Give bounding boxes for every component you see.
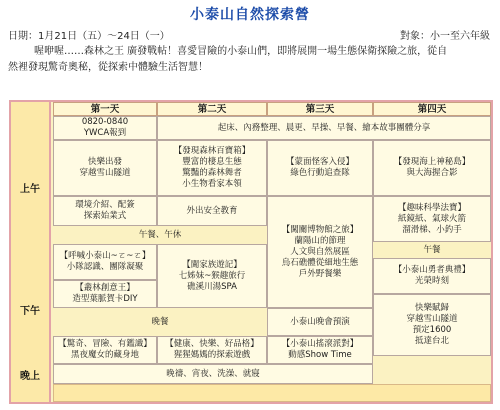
return-line-4: 抵達台北: [414, 336, 449, 346]
museum-line-4: 戶外野餐樂: [298, 268, 342, 279]
forest-line-1: 豐富的棲息生態: [182, 157, 242, 167]
orientation-line-1: 環境介紹、配簽: [75, 200, 135, 210]
museum-line-3: 烏石礁體從細地生態: [281, 257, 359, 268]
return-line-1: 快樂賦歸: [414, 303, 449, 313]
day-3-header: 第三天: [267, 102, 373, 116]
schedule-table: [9, 100, 493, 404]
day-2-safety: 外出安全教育: [157, 196, 267, 226]
day-3-museum: [267, 196, 373, 308]
island-line: 與大海握合影: [406, 168, 458, 178]
lunch-nap: 午餐、午休: [138, 229, 182, 240]
departure-line-1: 快樂出發: [87, 157, 122, 167]
checkin-time: 0820-0840: [81, 117, 129, 127]
intro-line-2: 然裡發現驚奇奧秘，從探索中體驗生活智慧！: [8, 62, 208, 73]
ceremony-line: 光榮時刻: [414, 276, 449, 286]
team-title: 【呼喊小泰山~ㄛ~ㄛ】: [59, 251, 151, 261]
date-line: 日期：1月21日（五）～24日（一）: [8, 31, 170, 42]
day-3-green-action: [267, 140, 373, 196]
row-label-evening: 晚上: [11, 347, 51, 402]
night-routine: 晚禱、宵夜、洗澡、就寢: [53, 364, 373, 384]
evening-1-line: 黑夜魔女的藏身地: [70, 350, 139, 360]
morning-routine: 起床、內務整理、晨更、早操、早餐、繪本故事團體分享: [157, 116, 491, 140]
science-line-1: 紙鏡紙、氣球火箭: [397, 213, 466, 224]
day-4-return: [373, 294, 491, 356]
museum-line-1: 蘭陽山的節理: [294, 235, 346, 246]
forest-title: 【發現森林百寶箱】: [173, 146, 251, 156]
row-label-afternoon: 下午: [11, 272, 51, 347]
day-4-lunch: 午餐: [423, 244, 441, 255]
return-line-2: 穿越雪山隧道: [406, 314, 458, 324]
day-1-team-building: [53, 244, 157, 280]
day-4-island-activity: [373, 140, 491, 196]
evening-3-line: 動感Show Time: [288, 350, 352, 360]
day-1-departure: [53, 140, 157, 196]
day-2-evening: [157, 336, 267, 364]
checkin-label: YWCA報到: [83, 128, 127, 138]
forest-line-3: 小生物看家本領: [182, 179, 242, 189]
page-title: 小泰山自然探索營: [190, 7, 310, 23]
team-line: 小隊認識、團隊凝聚: [66, 262, 144, 272]
creative-title: 【叢林創意王】: [75, 283, 135, 293]
day-4-ceremony: [373, 258, 491, 294]
day-3-evening-party: [267, 336, 373, 364]
science-line-2: 溜滑梯、小釣手: [402, 224, 462, 235]
row-label-morning: 上午: [11, 102, 51, 272]
trip-line-2: 礁溪川湯SPA: [187, 281, 237, 292]
creative-line: 造型葉脈賀卡DIY: [72, 294, 138, 304]
day-1-orientation: [53, 196, 157, 226]
museum-line-2: 人文與自然展區: [290, 246, 350, 257]
evening-2-title: 【健康、快樂、好品格】: [165, 339, 259, 349]
day-2-forest-activity: [157, 140, 267, 196]
bottom-strip: [53, 384, 491, 402]
audience-line: 對象：小一至六年級: [400, 31, 490, 42]
day-1-evening: [53, 336, 157, 364]
orientation-line-2: 探索始業式: [83, 211, 127, 221]
green-title: 【蒙面怪客入侵】: [285, 157, 354, 167]
day-2-family-trip: [157, 244, 267, 308]
forest-line-2: 驚豔的森林舞者: [182, 168, 242, 178]
science-title: 【趣味科學法寶】: [397, 202, 466, 213]
day-3-evening-rehearsal: 小泰山晚會預演: [267, 308, 373, 336]
dinner: 晚餐: [151, 316, 169, 327]
day-4-header: 第四天: [373, 102, 491, 116]
intro-line-1: 喔咿喔……森林之王 廣發戰帖！喜愛冒險的小泰山們，即將展開一場生態保衛探險之旅，從自: [34, 46, 448, 57]
day-1-header: 第一天: [53, 102, 157, 116]
evening-3-title: 【小泰山搖滾派對】: [281, 339, 359, 349]
green-line: 綠色行動追查隊: [290, 168, 350, 178]
evening-2-line: 猩猩媽媽的探索遊戲: [173, 350, 251, 360]
day-1-creative: [53, 280, 157, 308]
museum-title: 【闖關博物館之旅】: [281, 224, 359, 235]
trip-line-1: 七姊妹~猴趣旅行: [178, 270, 246, 281]
intro-paragraph: [8, 44, 494, 76]
evening-1-title: 【驚奇、冒險、有鑑識】: [58, 339, 152, 349]
return-line-3: 預定1600: [412, 325, 452, 335]
day-2-header: 第二天: [157, 102, 267, 116]
trip-title: 【闖家族遊記】: [182, 259, 242, 270]
day-4-science: [373, 196, 491, 242]
island-title: 【發現海上神秘島】: [393, 157, 471, 167]
departure-line-2: 穿越雪山隧道: [79, 168, 131, 178]
day-1-checkin: [53, 116, 157, 140]
ceremony-title: 【小泰山勇者典禮】: [393, 265, 471, 275]
